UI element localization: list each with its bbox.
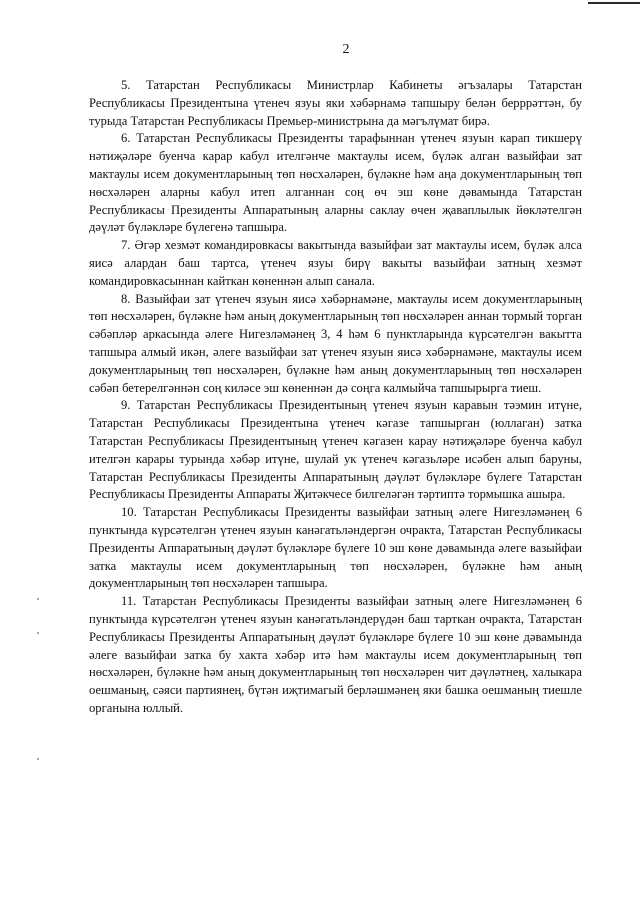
paragraph-5: 5. Татарстан Республикасы Министрлар Кабинеты әгъзалары Татарстан Республикасы Президентына үтенеч язуы яки хәбәрнамә тапшыру белән берррәттән, бу турыда Татарстан Республикасы Премьер-министрына да мәгълүмат бирә.	[89, 78, 582, 128]
scan-speck	[37, 758, 39, 760]
scan-speck	[37, 632, 39, 634]
scan-speck	[37, 598, 39, 600]
paragraph-10: 10. Татарстан Республикасы Президенты вазыйфаи затның әлеге Нигезләмәнең 6 пунктында күрсәтелгән үтенеч язуын канәгатьләндергән очракта, Татарстан Республикасы Президенты Аппаратының дәүләт бүләкләре бүлеге 10 эш көне дәвамында әлеге вазыйфаи затка мактаулы исем документларының төп нөсхәләрен, бүләкне һәм аның документларының төп нөсхәләрен тапшыра.	[89, 505, 582, 591]
top-edge-rule	[588, 2, 640, 4]
paragraph-11: 11. Татарстан Республикасы Президенты вазыйфаи затның әлеге Нигезләмәнең 6 пунктында күрсәтелгән үтенеч язуын канәгатьләндерүдән баш тарткан очракта, Татарстан Республикасы Президенты Аппаратының дәүләт бүләкләре бүлеге 10 эш көне дәвамында әлеге вазыйфаи затка бу хакта хәбәр итә һәм мактаулы исем документларының төп нөсхәләрен, бүләкне һәм аның документларының төп нөсхәләрен чит дәүләтнең, халыкара оешманың, сәяси партиянең, бүтән иҗтимагый берләшмәнең яки башка оешманың тиешле органына юллый.	[89, 594, 582, 715]
paragraph-8: 8. Вазыйфаи зат үтенеч язуын яисә хәбәрнамәне, мактаулы исем документларының төп нөсхәләрен, бүләкне һәм аның документларының төп нөсхәләрен аннан тормый торган сәбәпләр аркасында әлеге Нигезләмәнең 3, 4 һәм 6 пунктларында күрсәтелгән вакытта тапшыра алмый икән, әлеге вазыйфаи зат үтенеч язуын яисә хәбәрнамәне, мактаулы исем документларының төп нөсхәләрен, бүләкне һәм аның документларының төп нөсхәләрен сәбәп бетерелгәннән соң киләсе эш көненнән дә соңга калмыйча тапшырырга тиеш.	[89, 291, 582, 395]
paragraph-6: 6. Татарстан Республикасы Президенты тарафыннан үтенеч язуын карап тикшерү нәтиҗәләре буенча карар кабул ителгәнче мактаулы исем, бүләк алган вазыйфаи зат мактаулы исем документларының төп нөсхәләрен, бүләкне һәм аңа документларының төп нөсхәләрен аларны кабул итеп алганнан соң өч эш көне дәвамында Татарстан Республикасы Президенты Аппаратының аларны саклау өчен җаваплылык йөкләтелгән дәүләт бүләкләре бүлегенә тапшыра.	[89, 131, 582, 235]
document-body	[89, 77, 582, 718]
page-number: 2	[342, 42, 350, 57]
paragraph-9: 9. Татарстан Республикасы Президентының үтенеч язуын каравын тәэмин итүне, Татарстан Республикасы Президентына үтенеч кәгазе тапшырган (юллаган) затка Татарстан Республикасы Президентының үтенеч кәгазен карау нәтиҗәләре буенча кабул ителгән карары турында хәбәр итүне, шулай ук үтенеч кәгазьләре исәбен алып баруны, Татарстан Республикасы Президенты Аппаратының дәүләт бүләкләре бүлеге Татарстан Республикасы Президенты Аппараты Җитәкчесе билгеләгән тәртиптә тормышка ашыра.	[89, 398, 582, 502]
paragraph-7: 7. Әгәр хезмәт командировкасы вакытында вазыйфаи зат мактаулы исем, бүләк алса яисә алардан баш тартса, үтенеч язуы бирү вакыты вазыйфаи затның хезмәт командировкасыннан кайткан көненнән алып санала.	[89, 238, 582, 288]
